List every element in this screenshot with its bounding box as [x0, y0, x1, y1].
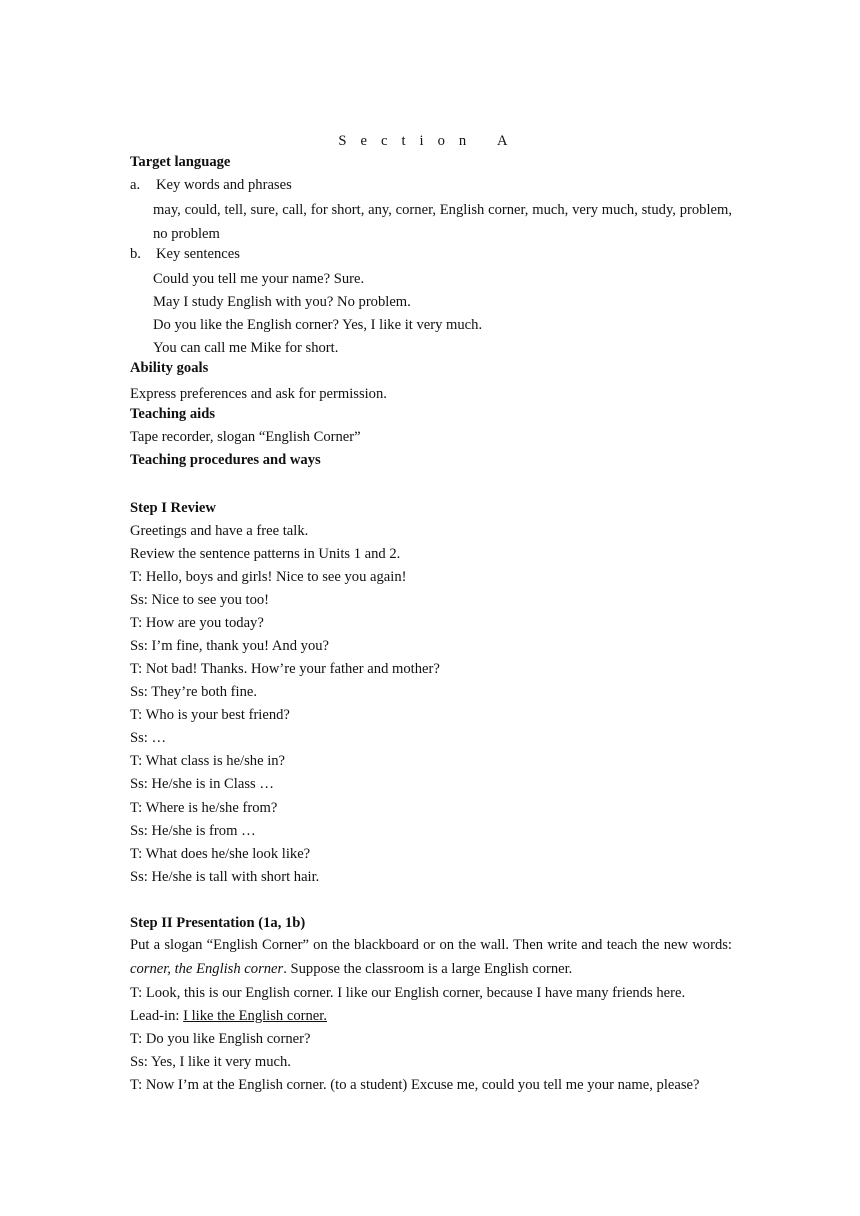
step1-line: Ss: He/she is tall with short hair.: [130, 869, 320, 885]
step1-line: T: What class is he/she in?: [130, 753, 286, 769]
ability-goals-heading: Ability goals: [130, 360, 209, 376]
list-marker-a: a.: [130, 177, 141, 193]
key-sentences-label: [130, 245, 240, 263]
step1-line: Ss: I’m fine, thank you! And you?: [130, 638, 330, 654]
key-sentence: Could you tell me your name? Sure.: [153, 271, 365, 287]
key-sentence: May I study English with you? No problem.: [153, 294, 411, 310]
step1-line: Ss: He/she is in Class …: [130, 776, 274, 792]
ability-goals-text: Express preferences and ask for permission.: [130, 386, 387, 402]
step1-line: Review the sentence patterns in Units 1 and 2.: [130, 546, 401, 562]
key-words-label-text: Key words and phrases: [156, 177, 292, 193]
step2-paragraph-italic: corner, the English corner: [130, 960, 284, 977]
teaching-aids-heading: Teaching aids: [130, 406, 216, 422]
step1-line: Ss: He/she is from …: [130, 823, 256, 839]
key-words-label: [130, 176, 292, 194]
step1-heading: Step I Review: [130, 500, 216, 516]
section-title: Section A: [338, 133, 522, 149]
step2-line: Ss: Yes, I like it very much.: [130, 1054, 291, 1070]
key-words-text: may, could, tell, sure, call, for short, any, corner, English corner, much, very much, study, problem, no problem: [153, 202, 732, 242]
lead-in-label: Lead-in:: [130, 1008, 184, 1024]
step1-line: T: What does he/she look like?: [130, 846, 311, 862]
step2-paragraph: [130, 934, 732, 981]
step1-line: T: How are you today?: [130, 615, 264, 631]
step1-line: T: Hello, boys and girls! Nice to see you again!: [130, 569, 407, 585]
step2-paragraph-end: . Suppose the classroom is a large English corner.: [283, 960, 573, 977]
step2-line: T: Do you like English corner?: [130, 1031, 311, 1047]
list-marker-b: b.: [130, 246, 141, 262]
lead-in-text: I like the English corner.: [183, 1008, 327, 1024]
step1-line: Ss: They’re both fine.: [130, 684, 257, 700]
step1-line: Ss: Nice to see you too!: [130, 592, 270, 608]
step2-heading: Step II Presentation (1a, 1b): [130, 915, 306, 931]
lead-in-line: [130, 1007, 327, 1025]
step2-paragraph-start: Put a slogan “English Corner” on the blackboard or on the wall. Then write and teach the new words:: [130, 937, 732, 953]
key-sentences-label-text: Key sentences: [156, 246, 240, 262]
step2-line: T: Now I’m at the English corner. (to a student) Excuse me, could you tell me your name, please?: [130, 1077, 700, 1093]
key-sentence: You can call me Mike for short.: [153, 340, 339, 356]
teaching-aids-text: Tape recorder, slogan “English Corner”: [130, 429, 361, 445]
step1-line: Greetings and have a free talk.: [130, 523, 309, 539]
step1-line: T: Where is he/she from?: [130, 800, 278, 816]
step1-line: Ss: …: [130, 730, 167, 746]
key-sentence: Do you like the English corner? Yes, I like it very much.: [153, 317, 483, 333]
step1-line: T: Who is your best friend?: [130, 707, 290, 723]
target-language-heading: Target language: [130, 154, 231, 170]
step2-line: T: Look, this is our English corner. I like our English corner, because I have many friends here.: [130, 985, 686, 1001]
step1-line: T: Not bad! Thanks. How’re your father and mother?: [130, 661, 440, 677]
procedures-heading: Teaching procedures and ways: [130, 452, 321, 468]
